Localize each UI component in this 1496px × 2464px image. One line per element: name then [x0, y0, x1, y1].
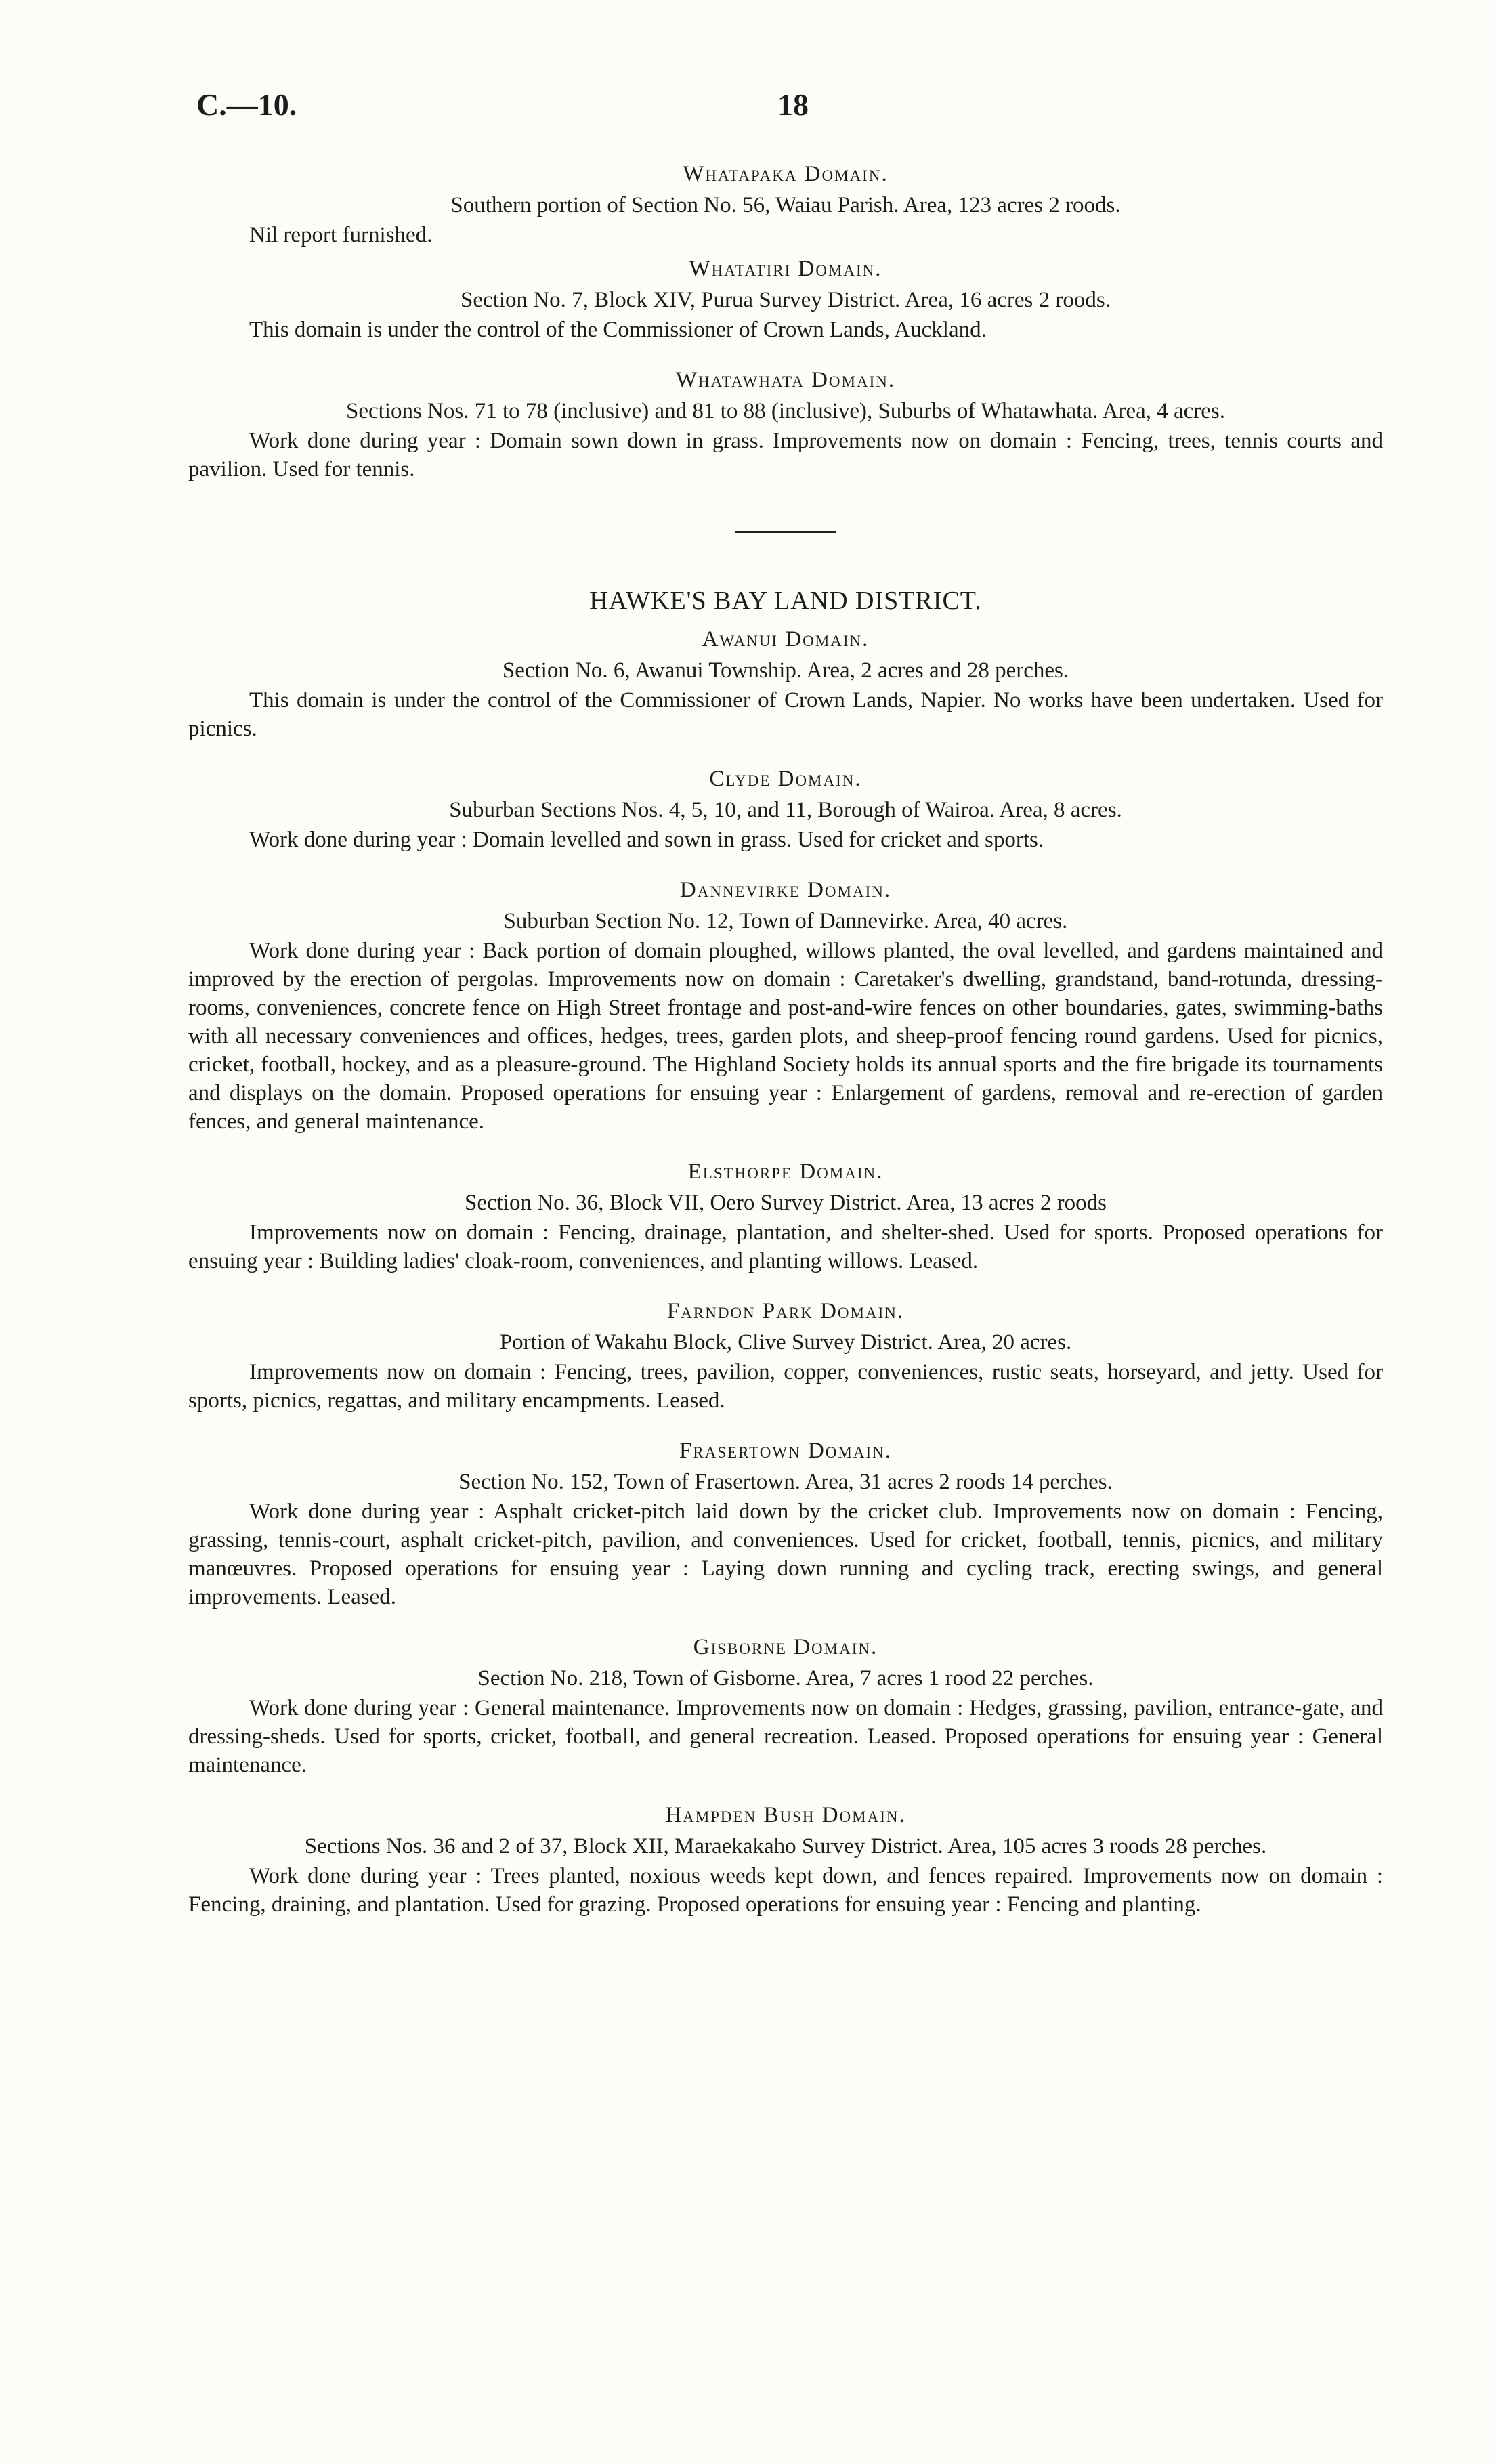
domain-title: Farndon Park Domain.	[666, 1299, 905, 1323]
domain-title: Hampden Bush Domain.	[665, 1803, 906, 1827]
domain-location: Suburban Sections Nos. 4, 5, 10, and 11, Borough of Wairoa. Area, 8 acres.	[449, 798, 1122, 822]
domain-section-gisborne	[188, 1628, 1383, 1779]
domain-description: Work done during year : Domain levelled and sown in grass. Used for cricket and sports.	[249, 828, 1044, 852]
domain-section-frasertown	[188, 1431, 1383, 1611]
domain-section-hampden-bush	[188, 1796, 1383, 1919]
domain-section-awanui	[188, 620, 1383, 743]
domain-location: Southern portion of Section No. 56, Waiau Parish. Area, 123 acres 2 roods.	[450, 193, 1121, 217]
domain-title: Elsthorpe Domain.	[687, 1160, 884, 1184]
district-heading: HAWKE'S BAY LAND DISTRICT.	[589, 587, 982, 615]
domain-section-whatatiri	[188, 249, 1383, 344]
domain-location: Sections Nos. 71 to 78 (inclusive) and 81 to 88 (inclusive), Suburbs of Whatawhata. Area, 4 acres.	[345, 399, 1226, 423]
domain-section-clyde	[188, 759, 1383, 854]
domain-description: Work done during year : General maintenance. Improvements now on domain : Hedges, grassing, pavilion, entrance-gate, and dressing-sheds. Used for sports, cricket, football, and general recreation. Leased. Proposed operations for ensuing year : General maintenance.	[188, 1696, 1383, 1777]
domain-section-dannevirke	[188, 870, 1383, 1136]
section-divider	[735, 531, 836, 533]
domain-description: This domain is under the control of the Commissioner of Crown Lands, Napier. No works have been undertaken. Used for picnics.	[188, 688, 1383, 741]
domain-description: Work done during year : Domain sown down in grass. Improvements now on domain : Fencing, trees, tennis courts and pavilion. Used for tennis.	[188, 429, 1383, 482]
domain-section-elsthorpe	[188, 1152, 1383, 1275]
domain-title: Dannevirke Domain.	[679, 878, 892, 902]
domain-title: Frasertown Domain.	[679, 1439, 892, 1463]
domain-section-farndon-park	[188, 1292, 1383, 1415]
domain-description: Improvements now on domain : Fencing, drainage, plantation, and shelter-shed. Used for sports. Proposed operations for ensuing year : Building ladies' cloak-room, conveniences, and planting willows. Leased.	[188, 1220, 1383, 1273]
domain-section-whatapaka	[188, 154, 1383, 249]
domain-description: Improvements now on domain : Fencing, trees, pavilion, copper, conveniences, rustic seats, horseyard, and jetty. Used for sports, picnics, regattas, and military encampments. Leased.	[188, 1360, 1383, 1413]
domain-title: Whatawhata Domain.	[675, 368, 896, 392]
domain-description: This domain is under the control of the Commissioner of Crown Lands, Auckland.	[249, 318, 987, 342]
domain-description: Work done during year : Trees planted, noxious weeds kept down, and fences repaired. Improvements now on domain : Fencing, draining, and plantation. Used for grazing. Proposed operations for ensuing year : Fencing and planting.	[188, 1864, 1383, 1917]
domain-title: Whatapaka Domain.	[683, 162, 889, 186]
domain-section-whatawhata	[188, 360, 1383, 484]
domain-title: Whatatiri Domain.	[689, 257, 882, 281]
domain-location: Section No. 6, Awanui Township. Area, 2 acres and 28 perches.	[502, 658, 1069, 683]
domain-title: Gisborne Domain.	[693, 1635, 878, 1659]
domain-description: Work done during year : Asphalt cricket-pitch laid down by the cricket club. Improvements now on domain : Fencing, grassing, tennis-court, asphalt cricket-pitch, pavilion, and conveniences. Used for cricket, football, tennis, picnics, and military manœuvres. Proposed operations for ensuing year : Laying down running and cycling track, erecting swings, and general improvements. Leased.	[188, 1500, 1383, 1609]
domain-description: Nil report furnished.	[249, 223, 433, 247]
page-content	[188, 154, 1383, 1919]
domain-location: Sections Nos. 36 and 2 of 37, Block XII, Maraekakaho Survey District. Area, 105 acres 3 roods 28 perches.	[304, 1834, 1267, 1858]
domain-location: Portion of Wakahu Block, Clive Survey District. Area, 20 acres.	[499, 1330, 1072, 1355]
page-number: 18	[777, 87, 809, 122]
domain-location: Section No. 218, Town of Gisborne. Area, 7 acres 1 rood 22 perches.	[477, 1666, 1094, 1691]
report-reference: C.—10.	[196, 87, 297, 122]
domain-title: Clyde Domain.	[709, 767, 862, 791]
domain-location: Section No. 36, Block VII, Oero Survey District. Area, 13 acres 2 roods	[465, 1191, 1107, 1215]
domain-description: Work done during year : Back portion of domain ploughed, willows planted, the oval levelled, and gardens maintained and improved by the erection of pergolas. Improvements now on domain : Caretaker's dwelling, grandstand, band-rotunda, dressing-rooms, conveniences, concrete fence on High Street frontage and post-and-wire fences on other boundaries, gates, swimming-baths with all necessary conveniences and offices, hedges, trees, garden plots, and sheep-proof fencing round gardens. Used for picnics, cricket, football, hockey, and as a pleasure-ground. The Highland Society holds its annual sports and the fire brigade its tournaments and displays on the domain. Proposed operations for ensuing year : Enlargement of gardens, removal and re-erection of garden fences, and general maintenance.	[188, 939, 1383, 1134]
domain-title: Awanui Domain.	[702, 627, 870, 652]
domain-location: Section No. 7, Block XIV, Purua Survey District. Area, 16 acres 2 roods.	[461, 288, 1111, 312]
domain-location: Section No. 152, Town of Frasertown. Area, 31 acres 2 roods 14 perches.	[458, 1470, 1113, 1494]
domain-location: Suburban Section No. 12, Town of Dannevirke. Area, 40 acres.	[503, 909, 1068, 933]
